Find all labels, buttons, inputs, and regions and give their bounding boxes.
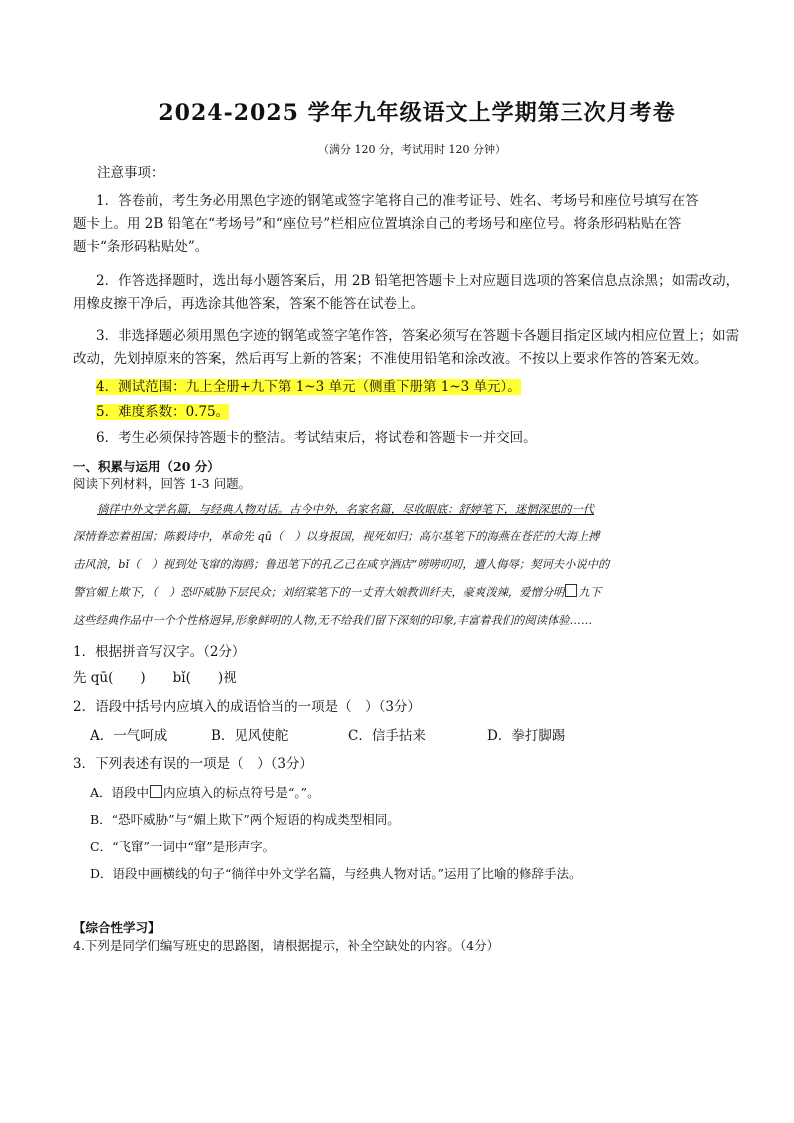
notice-item-1-line-3: 题卡“条形码粘贴处”。 (73, 239, 209, 255)
notice-item-3-line-1: 3．非选择题必须用黑色字迹的钢笔或签字笔作答，答案必须写在答题卡各题目指定区域内相应位置上；如需 (96, 328, 740, 344)
notice-item-3-line-2: 改动，先划掉原来的答案，然后再写上新的答案；不准使用铅笔和涂改液。不按以上要求作答的答案无效。 (73, 351, 708, 367)
question-2-option-c: C．信手拈来 (348, 728, 426, 744)
notice-item-4-highlight: 4．测试范围：九上全册+九下第 1~3 单元（侧重下册第 1~3 单元）。 (96, 379, 521, 395)
question-2-option-a: A．一气呵成 (90, 728, 168, 744)
passage-line-2: 深情眷恋着祖国；陈毅诗中，革命先 qū（ ）以身报国，视死如归；高尔基笔下的海燕在苍茫的大海上搏 (73, 530, 600, 543)
question-1-answer-line: 先 qū( ) bǐ( )视 (73, 670, 237, 686)
notice-item-1-line-2: 题卡上。用 2B 铅笔在“考场号”和“座位号”栏相应位置填涂自己的考场号和座位号。将条形码粘贴在答 (73, 216, 682, 232)
notice-heading: 注意事项： (97, 165, 165, 181)
question-3-option-a-tail: 内应填入的标点符号是“。”。 (163, 785, 320, 800)
passage-line-4 (73, 583, 601, 603)
notice-item-2-line-1: 2．作答选择题时，选出每小题答案后，用 2B 铅笔把答题卡上对应题目选项的答案信息点涂黑；如需改动， (96, 273, 740, 289)
passage-line-5: 这些经典作品中一个个性格迥异,形象鲜明的人物,无不给我们留下深刻的印象,丰富着我们的阅读体验…… (73, 614, 593, 627)
question-3-option-b: B．“恐吓威胁”与“媚上欺下”两个短语的构成类型相同。 (90, 812, 400, 827)
section-1-instruction: 阅读下列材料，回答 1-3 问题。 (73, 476, 252, 491)
question-2-option-b: B．见风使舵 (211, 728, 289, 744)
notice-item-4 (96, 377, 521, 397)
notice-item-2-line-2: 用橡皮擦干净后，再选涂其他答案，答案不能答在试卷上。 (73, 296, 424, 312)
question-3-option-a-text: A．语段中 (90, 785, 150, 800)
passage-line-3: 击风浪，bǐ（ ）视到处飞窜的海鸥；鲁迅笔下的孔乙己在咸亨酒店“唠唠叨叨，遭人侮辱；契诃夫小说中的 (73, 558, 610, 571)
page-subtitle: （满分 120 分，考试用时 120 分钟） (318, 143, 506, 156)
section-1-heading: 一、积累与运用（20 分） (73, 459, 220, 474)
notice-item-6: 6．考生必须保持答题卡的整洁。考试结束后，将试卷和答题卡一并交回。 (96, 430, 537, 446)
notice-item-5-highlight: 5．难度系数：0.75。 (96, 404, 230, 420)
question-2: 2．语段中括号内应填入的成语恰当的一项是（ ）（3分） (73, 699, 421, 715)
question-1: 1．根据拼音写汉字。（2分） (73, 644, 246, 660)
passage-line-4-text: 警官媚上欺下，（ ）恐吓威胁下层民众；刘绍棠笔下的一丈青大娘教训纤夫，豪爽泼辣，爱憎分明 (73, 586, 565, 599)
question-2-option-d: D．拳打脚踢 (487, 728, 566, 744)
page-title: 2024-2025 学年九年级语文上学期第三次月考卷 (158, 100, 676, 126)
section-2-heading: 【综合性学习】 (73, 920, 161, 935)
question-3-blank-box (150, 785, 162, 798)
punctuation-blank-box (565, 584, 577, 597)
question-3-option-a (90, 783, 320, 803)
notice-item-5 (96, 402, 229, 422)
passage-line-4-tail: 九下 (578, 586, 602, 599)
notice-item-1-line-1: 1．答卷前，考生务必用黑色字迹的钢笔或签字笔将自己的准考证号、姓名、考场号和座位号填写在答 (96, 193, 699, 209)
question-4: 4.下列是同学们编写班史的思路图，请根据提示，补全空缺处的内容。（4分） (73, 938, 500, 953)
question-3: 3．下列表述有误的一项是（ ）（3分） (73, 756, 313, 772)
question-3-option-c: C．“飞窜”一词中“窜”是形声字。 (90, 839, 276, 854)
passage-underlined-sentence: 徜徉中外文学名篇，与经典人物对话。古今中外，名家名篇，尽收眼底：舒婷笔下，迷惘深思的一代 (97, 503, 595, 516)
question-3-option-d: D．语段中画横线的句子“徜徉中外文学名篇，与经典人物对话。”运用了比喻的修辞手法。 (90, 866, 582, 881)
passage-line-1 (73, 500, 594, 520)
